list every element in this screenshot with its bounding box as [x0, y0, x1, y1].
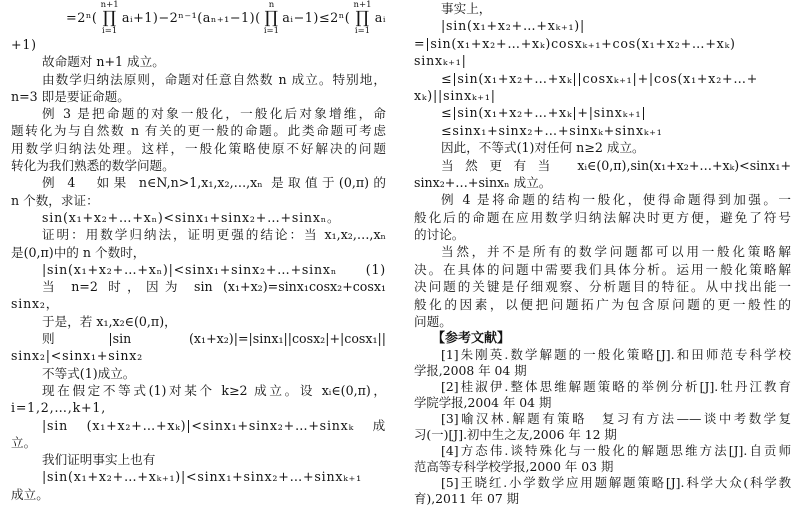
equation-line: sinx₂|<sinx₁+sinx₂ [11, 348, 144, 364]
reference-list [414, 347, 791, 507]
equation-line: |sin (x₁+x₂+…+xₖ)|<sinx₁+sinx₂+…+sinxₖ 成 [42, 417, 386, 433]
text-line: 我们证明事实上也有 [42, 452, 156, 468]
text-line: 用数学归纳法处理。这样，一般化策略使原不好解决的问题 [11, 140, 386, 156]
product-lower-limit: i=1 [354, 25, 371, 36]
references-heading: 【参考文献】 [432, 331, 511, 347]
product-upper-limit: n+1 [100, 0, 119, 10]
equation-line: ≤|sin(x₁+x₂+…+xₖ|+|sinxₖ₊₁| [441, 105, 647, 121]
text-line: 问题。 [414, 314, 452, 330]
text-line: sinx₂+…+sinxₙ 成立。 [414, 174, 552, 190]
product-inequality-formula [11, 0, 386, 36]
equation-line: sin(x₁+x₂+…+xₙ)<sinx₁+sinx₂+…+sinxₙ。 [42, 209, 341, 225]
text-line: 的讨论。 [414, 227, 465, 243]
reference-line: 范高等专科学校学报,2000 年 03 期 [414, 459, 614, 475]
text-line: 当 n=2 时，因为 sin (x₁+x₂)=sinx₁cosx₂+cosx₁ [42, 279, 386, 295]
equation-line: sinx₂， [11, 296, 60, 312]
text-line: 事实上， [441, 1, 492, 16]
equation-line: ≤sinx₁+sinx₂+…+sinxₖ+sinxₖ₊₁ [441, 122, 663, 138]
text-line: 例 3 是把命题的对象一般化，一般化后对象增维，命 [42, 106, 386, 122]
text-line: 不等式(1)成立。 [42, 365, 136, 381]
text-line: 当然，并不是所有的数学问题都可以用一般化策略解 [441, 244, 791, 260]
product-lower-limit: i=1 [102, 25, 118, 36]
text-line: 转化为我们熟悉的数学问题。 [11, 158, 175, 174]
left-column [11, 0, 386, 503]
text-line: 般化后的命题在应用数学归纳法解决时更方便，避免了符号 [414, 209, 791, 225]
reference-line: [1]朱刚英.数学解题的一般化策略[J].和田师范专科学校 [441, 347, 791, 363]
product-symbol: ∏ [264, 7, 279, 28]
product-symbol: ∏ [355, 7, 370, 28]
reference-line: 育),2011 年 07 期 [414, 491, 520, 507]
product-operator [264, 1, 279, 36]
text-line: 证明：用数学归纳法，证明更强的结论：当 x₁,x₂,…,xₙ [42, 227, 386, 243]
text-line: n=3 即是要证命题。 [11, 88, 130, 104]
reference-line: 学院学报,2004 年 04 期 [414, 395, 552, 411]
reference-line: [3]喻汉林.解题有策略 复习有方法——谈中考数学复 [441, 411, 791, 427]
text-line: 因此，不等式(1)对任何 n≥2 成立。 [441, 140, 645, 156]
equation-line: =|sin(x₁+x₂+…+xₖ)cosxₖ₊₁+cos(x₁+x₂+…+xₖ) [414, 35, 736, 51]
equation-line: i=1,2,…,k+1, [11, 400, 107, 416]
text-line: 例 4 是将命题的结构一般化，使得命题得到加强。一 [441, 192, 791, 208]
reference-line: [4]方态伟.谈特殊化与一般化的解题思维方法[J].自贡师 [441, 443, 791, 459]
equation-line: xₖ)||sinxₖ₊₁| [414, 87, 496, 103]
right-body-text [414, 0, 791, 330]
product-lower-limit: i=1 [263, 25, 280, 36]
right-column [414, 0, 791, 507]
formula-text: aᵢ+1)−2ⁿ⁻¹(aₙ₊₁−1)( [121, 10, 261, 26]
equation-line: ≤|sin(x₁+x₂+…+xₖ||cosxₖ₊₁|+|cos(x₁+x₂+…+ [441, 70, 759, 86]
text-line: n 个数，求证： [11, 192, 99, 208]
equation-line: +1) [11, 37, 37, 52]
equation-line: sinxₖ₊₁| [414, 53, 467, 69]
formula-text: aᵢ−1)≤2ⁿ( [282, 10, 351, 26]
product-upper-limit: n [268, 0, 275, 10]
text-line: 故命题对 n+1 成立。 [42, 54, 165, 70]
reference-line: 习(一)[J].初中生之友,2006 年 12 期 [414, 427, 617, 443]
product-operator [101, 1, 119, 36]
reference-line: [5]王晓红.小学数学应用题解题策略[J].科学大众(科学教 [441, 475, 791, 491]
product-operator [353, 1, 371, 36]
text-line: 成立。 [11, 486, 49, 502]
text-line: 立。 [11, 434, 37, 450]
reference-line: 学报,2008 年 04 期 [414, 363, 527, 379]
equation-line: |sin(x₁+x₂+…+xₖ₊₁)|<sinx₁+sinx₂+…+sinxₖ₊₁ [42, 469, 362, 485]
text-line: 则|sin (x₁+x₂)|=|sinx₁||cosx₂|+|cosx₁|| [42, 331, 386, 347]
text-line: 由数学归纳法原则，命题对任意自然数 n 成立。特别地， [42, 71, 386, 87]
text-line: 于是，若 x₁,x₂∈(0,π)， [42, 313, 177, 329]
text-line: 决。在具体的问题中需要我们具体分析。运用一般化策略解 [414, 261, 791, 277]
equation-line: |sin(x₁+x₂+…+xₙ)|<sinx₁+sinx₂+…+sinxₙ (1) [42, 261, 386, 277]
text-line: 题转化为与自然数 n 有关的更一般的命题。此类命题可考虑 [11, 123, 386, 139]
product-upper-limit: n+1 [353, 0, 372, 10]
reference-line: [2]桂淑伊.整体思维解题策略的举例分析[J].牡丹江教育 [441, 379, 791, 395]
text-line: 决问题的关键是仔细观察、分析题目的特征。从中找出能一 [414, 279, 791, 295]
product-symbol: ∏ [102, 7, 117, 28]
text-line: 例 4 如果 n∈N,n>1,x₁,x₂,…,xₙ 是取值于(0,π)的 [42, 175, 386, 191]
formula-text: =2ⁿ( [66, 10, 98, 26]
text-line: 现在假定不等式(1)对某个 k≥2 成立。设 xᵢ∈(0,π)， [42, 382, 386, 398]
text-line: 当然更有当 xᵢ∈(0,π),sin(x₁+x₂+…+xₖ)<sinx₁+ [441, 157, 791, 173]
text-line: 般化的因素，以便把问题拓广为包含原问题的更一般性的 [414, 296, 791, 312]
text-line: 是(0,π)中的 n 个数时， [11, 244, 146, 260]
formula-text: aᵢ [374, 10, 386, 26]
equation-line: |sin(x₁+x₂+…+xₖ₊₁)| [441, 18, 586, 34]
